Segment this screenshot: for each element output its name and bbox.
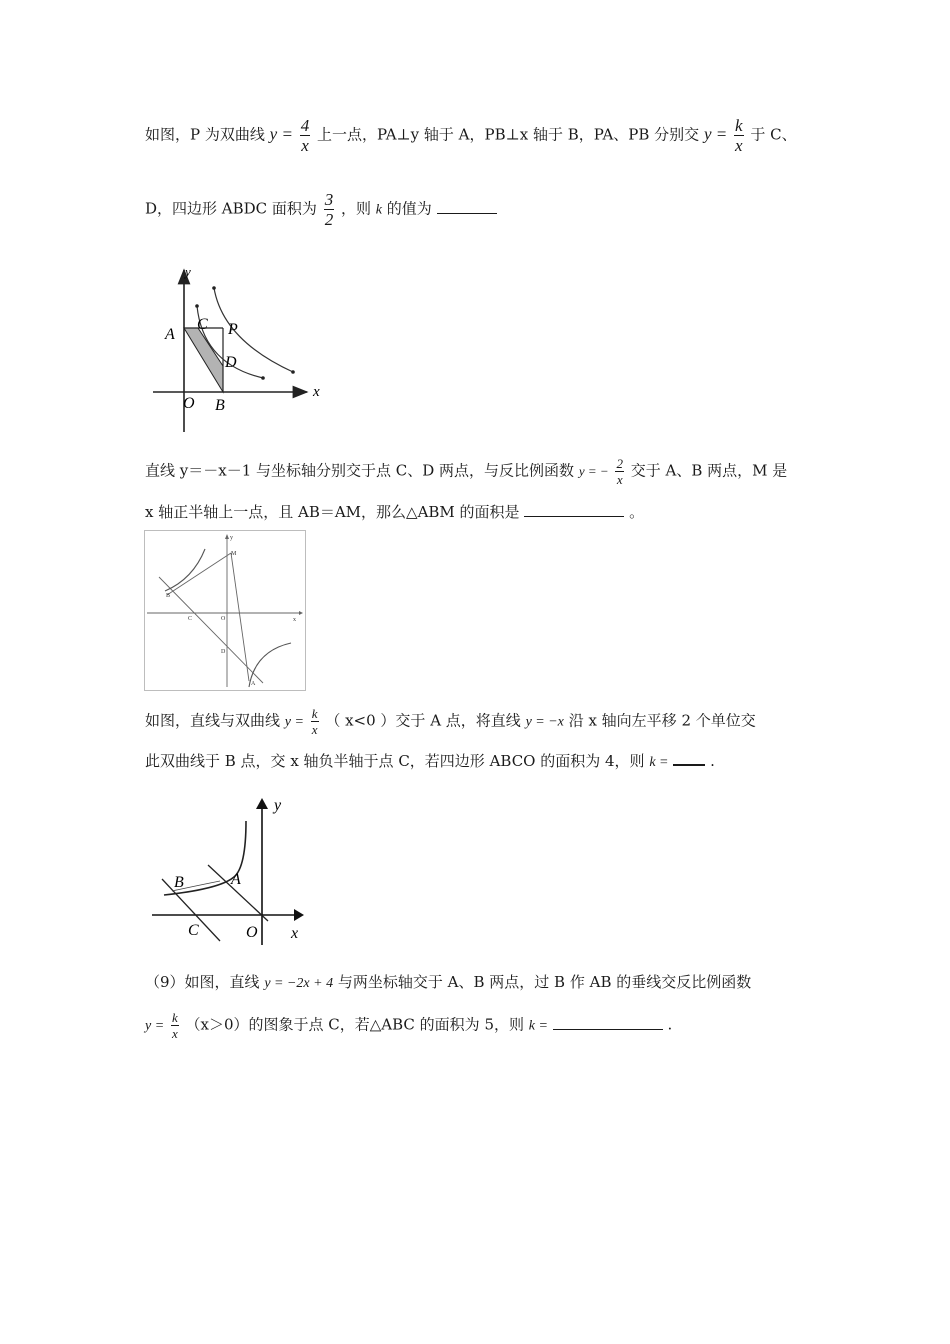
p2-text-a: 直线 y＝－x－1 与坐标轴分别交于点 C、D 两点，与反比例函数 <box>145 461 575 480</box>
p2-line1 <box>145 456 787 487</box>
p1-line2 <box>145 190 497 229</box>
p1-k-symbol: k <box>375 202 383 218</box>
p2-text-c: x 轴正半轴上一点，且 AB＝AM，那么△ABM 的面积是 <box>145 503 520 521</box>
p3-k-eq: k = <box>649 755 669 770</box>
p3-label-b: B <box>174 874 184 891</box>
p3-text-c: 此双曲线于 B 点，交 x 轴负半轴于点 C，若四边形 ABCO 的面积为 4，则 <box>145 752 645 770</box>
p1-label-b: B <box>215 397 225 414</box>
p3-label-y: y <box>274 797 282 814</box>
p2-line2 <box>145 502 644 522</box>
p3-label-c: C <box>188 922 199 939</box>
p4-eq2-fraction: $\frac{k}{x}$ <box>171 1010 178 1041</box>
p1-area-fraction: $\frac{3}{2}$ <box>324 190 334 229</box>
p1-label-o: O <box>183 395 195 412</box>
p3-cond: （ x<0 ）交于 A 点，将直线 <box>325 711 521 730</box>
p3-line2 <box>145 750 715 773</box>
p1-label-y: y <box>185 264 191 279</box>
p2-text-end: 。 <box>629 503 645 521</box>
p2-segment-bm <box>167 553 231 595</box>
p2-figure <box>144 530 306 691</box>
p3-figure <box>150 795 320 950</box>
p2-text-b: 交于 A、B 两点，M 是 <box>630 461 788 480</box>
p2-label-d: D <box>221 649 226 655</box>
p3-label-o: O <box>246 924 258 941</box>
p2-curve-upper <box>165 549 205 591</box>
p2-segment-ma <box>231 553 249 681</box>
p1-label-p: P <box>228 321 238 338</box>
p2-eq-fraction: $\frac{2}{x}$ <box>616 456 623 487</box>
p3-text-a: 如图，直线与双曲线 <box>145 711 281 730</box>
p1-label-a: A <box>165 326 175 343</box>
p4-text-c: （x＞0）的图象于点 C，若△ABC 的面积为 5，则 <box>185 1015 524 1034</box>
p1-figure <box>145 262 335 437</box>
p1-label-x: x <box>313 384 320 400</box>
p3-text-b: 沿 x 轴向左平移 2 个单位交 <box>568 711 756 730</box>
p4-text-end: . <box>667 1015 673 1034</box>
p2-label-m: M <box>231 551 237 557</box>
p2-label-y: y <box>230 535 233 541</box>
p1-eq1-fraction: $\frac{4}{x}$ <box>300 116 310 155</box>
p4-line2 <box>145 1010 672 1041</box>
p4-eq2-lhs: y = <box>145 1018 165 1034</box>
p2-label-a: A <box>251 681 256 687</box>
p1-eq2-lhs: y = <box>703 124 728 144</box>
p2-label-c: C <box>188 616 193 622</box>
p4-text-a: （9）如图，直线 <box>145 973 260 991</box>
p4-line1 <box>145 972 751 994</box>
p1-label-c: C <box>197 316 208 333</box>
p2-eq-lhs: y = − <box>578 463 609 479</box>
p1-shaded-region <box>184 328 223 392</box>
p4-eq1: y = −2x + 4 <box>264 976 334 991</box>
p2-label-o: O <box>221 616 226 622</box>
p1-text-c: 于 C、 <box>750 125 797 144</box>
p1-text-a: 如图，P 为双曲线 <box>145 125 265 144</box>
p1-answer-blank[interactable] <box>437 199 497 214</box>
p1-text-e: ，则 <box>341 199 372 218</box>
p3-eq2: y = −x <box>525 714 564 730</box>
p4-k-eq: k = <box>528 1018 548 1034</box>
p3-line1 <box>145 706 756 737</box>
p3-label-a: A <box>231 871 241 888</box>
p2-figure-svg <box>145 531 305 690</box>
p2-label-x: x <box>293 617 296 623</box>
p1-text-f: 的值为 <box>386 199 432 218</box>
p1-text-b: 上一点，PA⊥y 轴于 A，PB⊥x 轴于 B，PA、PB 分别交 <box>317 125 700 144</box>
p1-eq1-lhs: y = <box>269 124 293 144</box>
p1-label-d: D <box>225 354 237 371</box>
p1-eq2-fraction: $\frac{k}{x}$ <box>735 116 743 155</box>
p3-eq-fraction: $\frac{k}{x}$ <box>311 706 318 737</box>
p2-label-b: B <box>166 593 171 599</box>
p3-answer-blank[interactable] <box>673 750 705 766</box>
p1-line1 <box>145 116 797 155</box>
p1-text-d: D，四边形 ABDC 面积为 <box>145 199 317 218</box>
p4-text-b: 与两坐标轴交于 A、B 两点，过 B 作 AB 的垂线交反比例函数 <box>337 973 752 991</box>
p3-text-end: . <box>710 752 715 770</box>
p3-eq-lhs: y = <box>284 714 304 730</box>
p2-answer-blank[interactable] <box>524 502 624 517</box>
p4-answer-blank[interactable] <box>553 1015 663 1030</box>
p3-label-x: x <box>291 925 299 942</box>
